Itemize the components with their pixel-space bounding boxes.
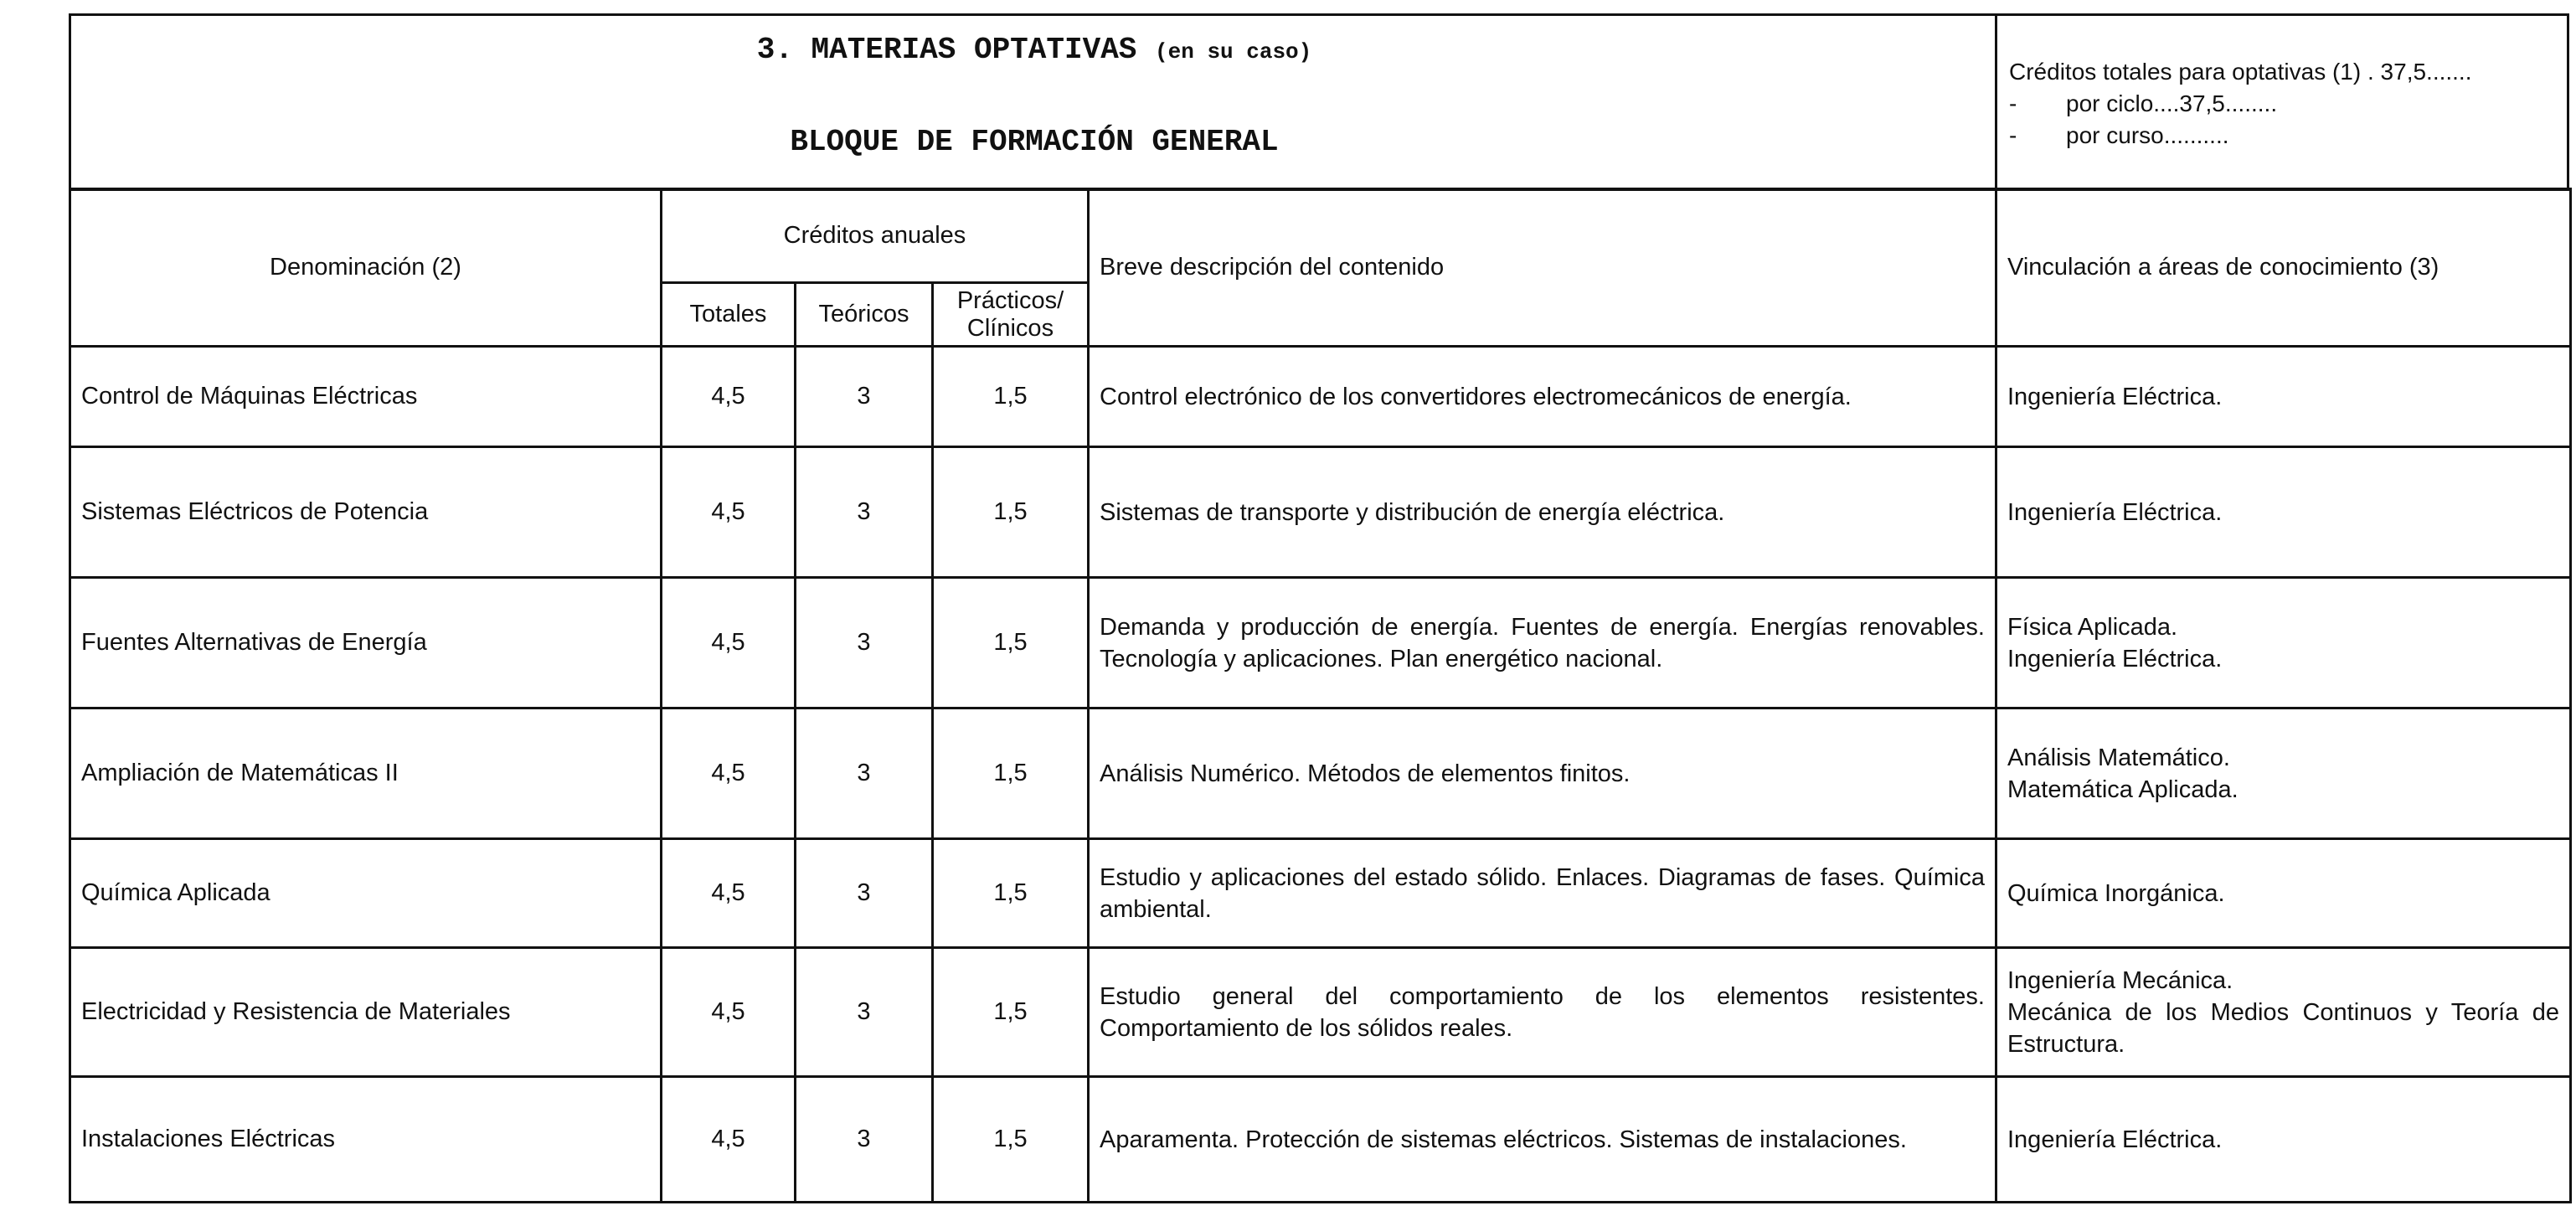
document-sheet bbox=[69, 13, 2569, 1203]
credits-theory: 3 bbox=[796, 948, 933, 1077]
knowledge-area: Ingeniería Eléctrica. bbox=[2007, 1126, 2223, 1153]
section-number: 3. bbox=[756, 33, 793, 67]
knowledge-area: Ingeniería Eléctrica. bbox=[2007, 498, 2223, 526]
table-row bbox=[70, 948, 2571, 1077]
subject-description: Análisis Numérico. Métodos de elementos finitos. bbox=[1089, 708, 1996, 839]
credits-theory: 3 bbox=[796, 708, 933, 839]
knowledge-areas bbox=[1996, 948, 2571, 1077]
knowledge-areas bbox=[1996, 447, 2571, 578]
credits-total: 4,5 bbox=[662, 578, 796, 708]
credits-total: 4,5 bbox=[662, 447, 796, 578]
knowledge-area: Ingeniería Mecánica. bbox=[2007, 966, 2233, 994]
subject-description: Estudio general del comportamiento de los elementos resistentes. Comportamiento de los sólidos reales. bbox=[1089, 948, 1996, 1077]
credits-practice: 1,5 bbox=[933, 447, 1089, 578]
per-course-text: por curso.......... bbox=[2066, 122, 2229, 148]
table-row bbox=[70, 447, 2571, 578]
column-header-total: Totales bbox=[662, 283, 796, 347]
table-row bbox=[70, 578, 2571, 708]
subject-name: Sistemas Eléctricos de Potencia bbox=[70, 447, 662, 578]
per-course-line bbox=[2009, 120, 2567, 152]
subject-name: Electricidad y Resistencia de Materiales bbox=[70, 948, 662, 1077]
table-row bbox=[70, 347, 2571, 447]
title-cell bbox=[71, 16, 1997, 188]
knowledge-area: Mecánica de los Medios Continuos y Teoría de Estructura. bbox=[2007, 998, 2559, 1058]
knowledge-areas bbox=[1996, 347, 2571, 447]
knowledge-area: Química Inorgánica. bbox=[2007, 879, 2225, 907]
subject-description: Demanda y producción de energía. Fuentes de energía. Energías renovables. Tecnología y aplicaciones. Plan energético nacional. bbox=[1089, 578, 1996, 708]
credits-theory: 3 bbox=[796, 347, 933, 447]
subject-name: Control de Máquinas Eléctricas bbox=[70, 347, 662, 447]
credits-practice: 1,5 bbox=[933, 839, 1089, 948]
credits-total: 4,5 bbox=[662, 839, 796, 948]
credits-total: 4,5 bbox=[662, 347, 796, 447]
knowledge-area: Ingeniería Eléctrica. bbox=[2007, 645, 2223, 672]
column-header-description: Breve descripción del contenido bbox=[1089, 189, 1996, 347]
credits-total: 4,5 bbox=[662, 1077, 796, 1203]
section-note: (en su caso) bbox=[1155, 39, 1312, 64]
credits-practice: 1,5 bbox=[933, 1077, 1089, 1203]
credits-theory: 3 bbox=[796, 839, 933, 948]
column-header-name: Denominación (2) bbox=[70, 189, 662, 347]
knowledge-area: Análisis Matemático. bbox=[2007, 744, 2230, 771]
credits-theory: 3 bbox=[796, 447, 933, 578]
subject-name: Ampliación de Matemáticas II bbox=[70, 708, 662, 839]
table-row bbox=[70, 708, 2571, 839]
subject-description: Sistemas de transporte y distribución de energía eléctrica. bbox=[1089, 447, 1996, 578]
credits-summary bbox=[1997, 16, 2567, 188]
credits-total: 4,5 bbox=[662, 708, 796, 839]
bullet-dash: - bbox=[2009, 122, 2017, 148]
section-heading bbox=[71, 33, 1997, 67]
subject-description: Estudio y aplicaciones del estado sólido. Enlaces. Diagramas de fases. Química ambiental. bbox=[1089, 839, 1996, 948]
subject-name: Química Aplicada bbox=[70, 839, 662, 948]
subject-name: Instalaciones Eléctricas bbox=[70, 1077, 662, 1203]
section-title: MATERIAS OPTATIVAS bbox=[811, 33, 1137, 67]
table-row bbox=[70, 839, 2571, 948]
subject-name: Fuentes Alternativas de Energía bbox=[70, 578, 662, 708]
credits-practice: 1,5 bbox=[933, 948, 1089, 1077]
subject-description: Control electrónico de los convertidores electromecánicos de energía. bbox=[1089, 347, 1996, 447]
per-cycle-text: por ciclo....37,5........ bbox=[2066, 90, 2278, 116]
credits-practice: 1,5 bbox=[933, 347, 1089, 447]
credits-practice: 1,5 bbox=[933, 708, 1089, 839]
credits-theory: 3 bbox=[796, 578, 933, 708]
credits-total: 4,5 bbox=[662, 948, 796, 1077]
column-header-annual-credits: Créditos anuales bbox=[662, 189, 1089, 283]
credits-practice: 1,5 bbox=[933, 578, 1089, 708]
knowledge-area: Física Aplicada. bbox=[2007, 613, 2178, 641]
credits-total: Créditos totales para optativas (1) . 37,5....... bbox=[2009, 59, 2472, 85]
table-row bbox=[70, 1077, 2571, 1203]
column-header-areas: Vinculación a áreas de conocimiento (3) bbox=[1996, 189, 2571, 347]
credits-theory: 3 bbox=[796, 1077, 933, 1203]
header-box bbox=[69, 13, 2569, 191]
knowledge-areas bbox=[1996, 708, 2571, 839]
bullet-dash: - bbox=[2009, 90, 2017, 116]
subjects-table bbox=[69, 188, 2572, 1203]
column-header-practice: Prácticos/ Clínicos bbox=[933, 283, 1089, 347]
knowledge-area: Ingeniería Eléctrica. bbox=[2007, 383, 2223, 410]
knowledge-area: Matemática Aplicada. bbox=[2007, 775, 2239, 803]
knowledge-areas bbox=[1996, 578, 2571, 708]
block-title: BLOQUE DE FORMACIÓN GENERAL bbox=[790, 125, 1279, 159]
per-cycle-line bbox=[2009, 88, 2567, 120]
knowledge-areas bbox=[1996, 1077, 2571, 1203]
knowledge-areas bbox=[1996, 839, 2571, 948]
column-header-theory: Teóricos bbox=[796, 283, 933, 347]
subject-description: Aparamenta. Protección de sistemas eléctricos. Sistemas de instalaciones. bbox=[1089, 1077, 1996, 1203]
